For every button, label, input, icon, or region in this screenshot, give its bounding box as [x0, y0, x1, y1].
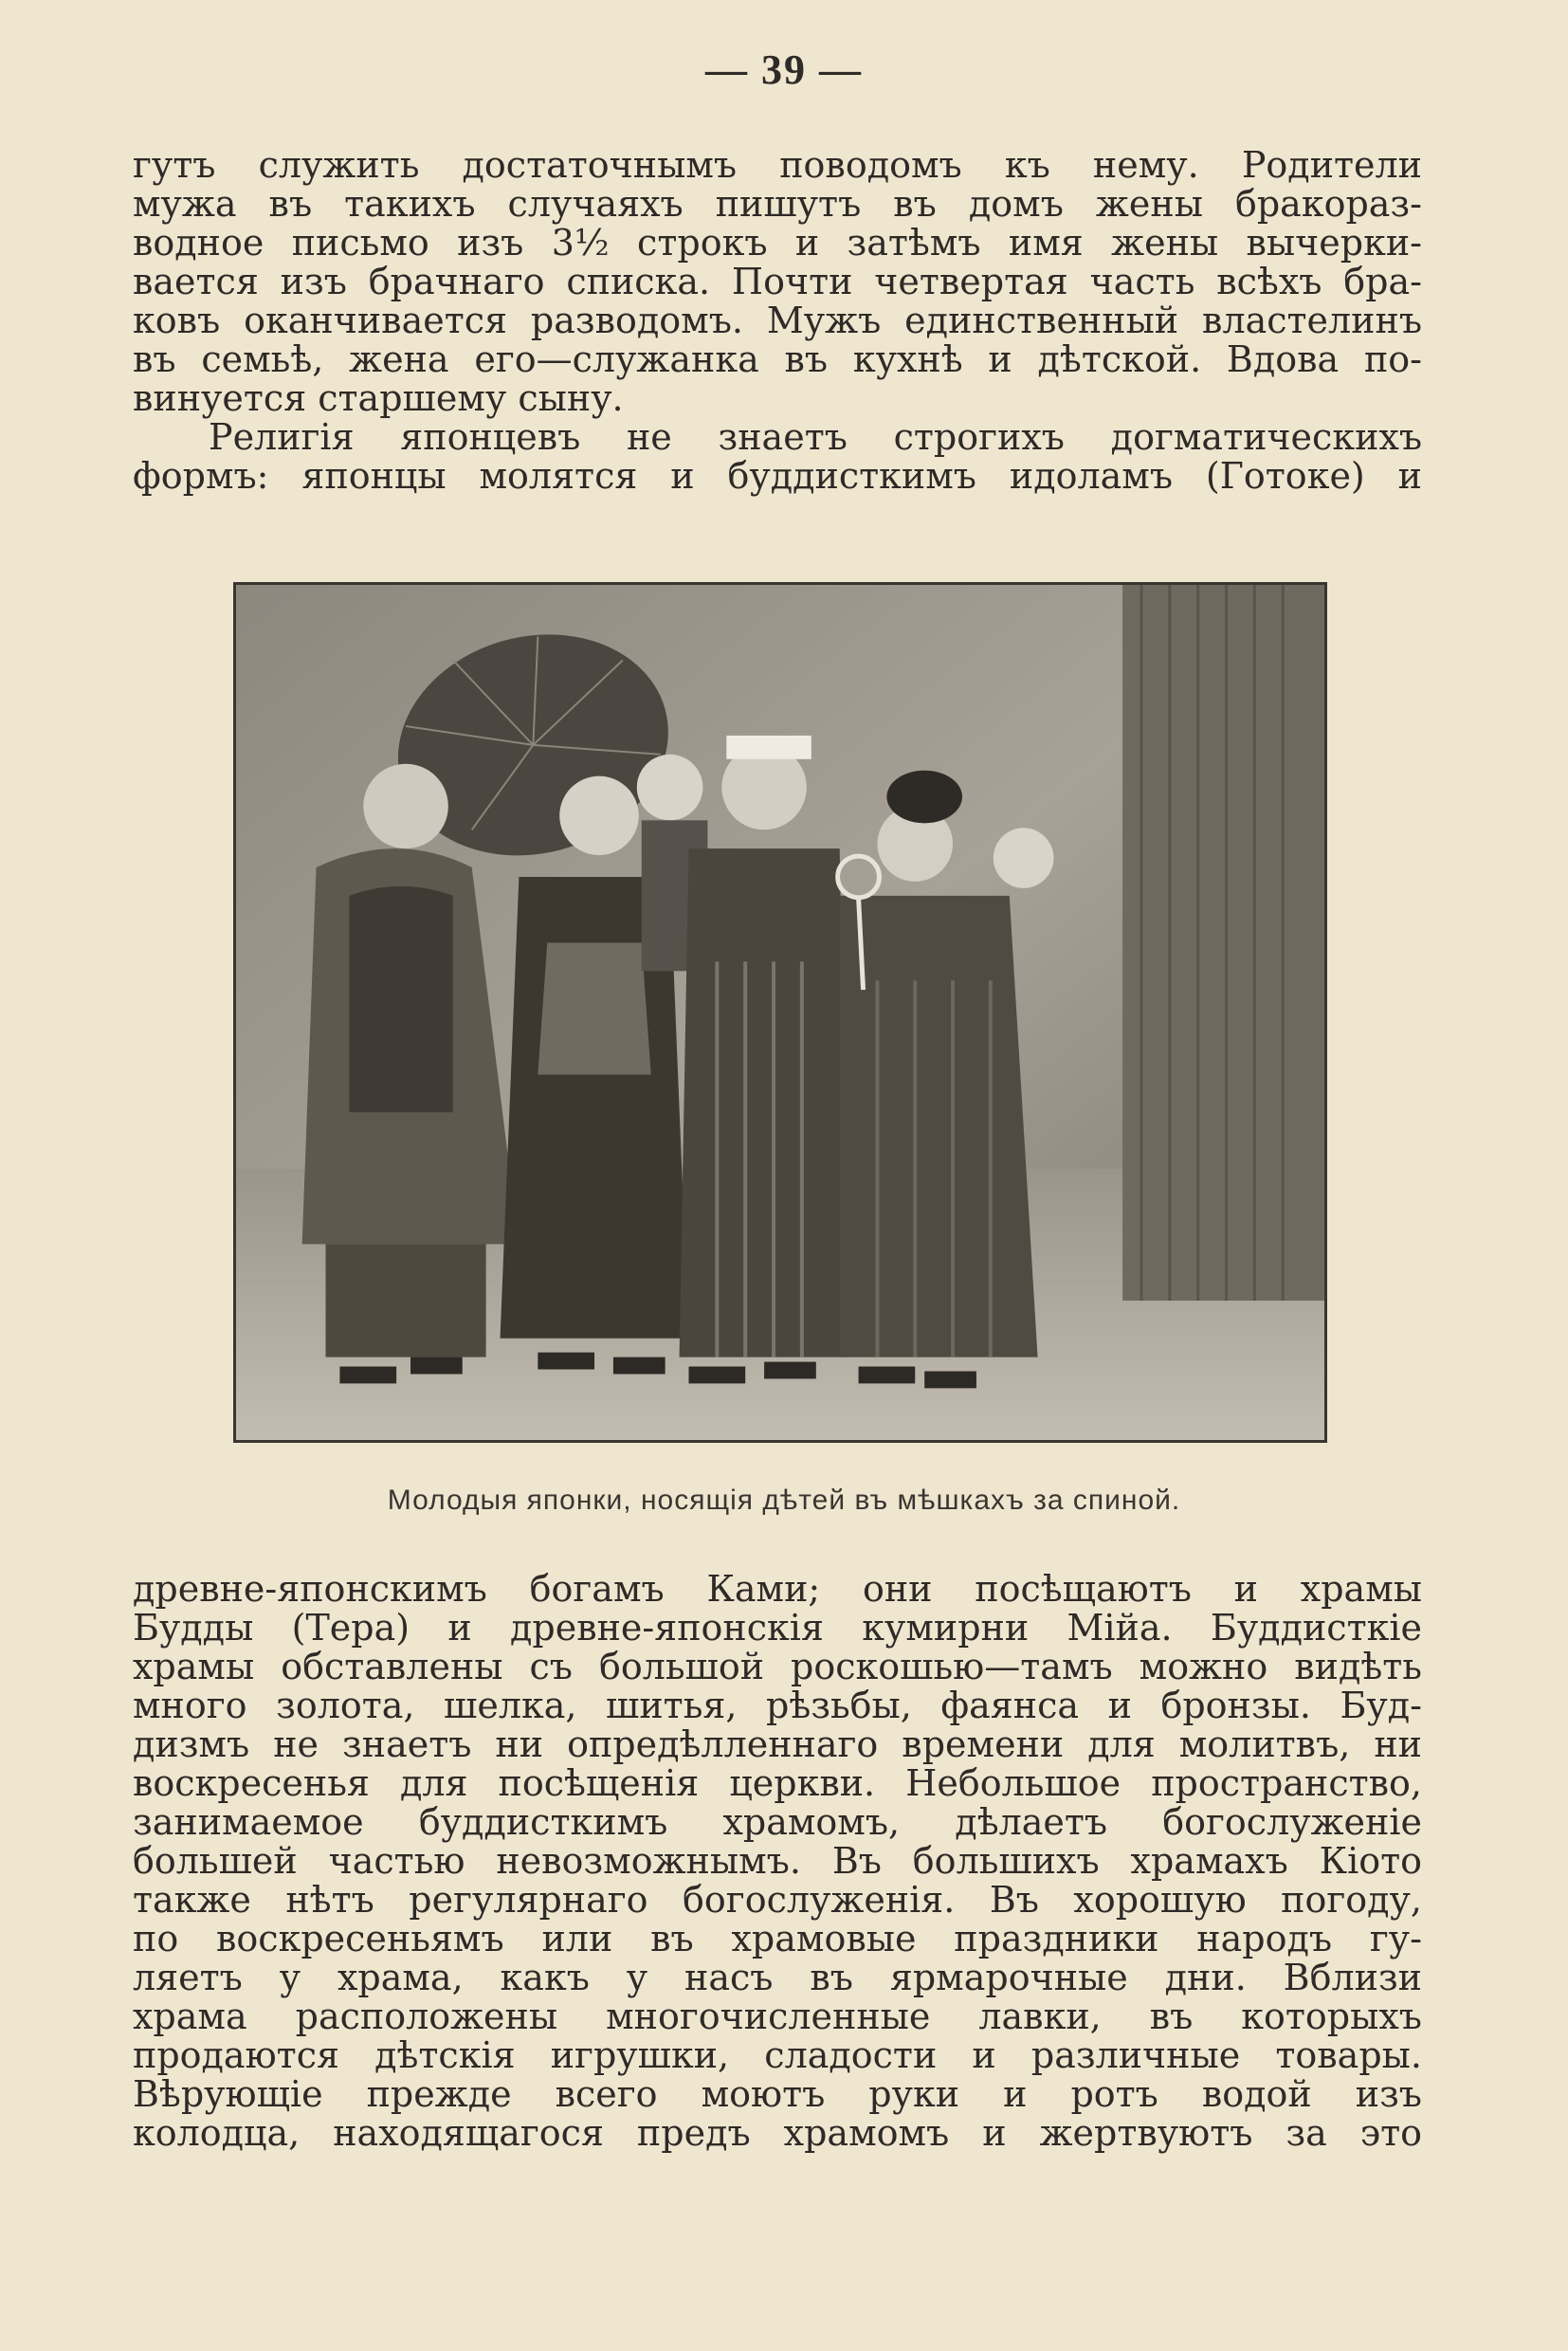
text-line: большей частью невозможнымъ. Въ большихъ храмахъ Кіото: [133, 1840, 1422, 1882]
text-line: храма расположены многочисленные лавки, въ которыхъ: [133, 1996, 1422, 2037]
text-line: въ семьѣ, жена его—служанка въ кухнѣ и дѣтской. Вдова по-: [133, 338, 1422, 380]
text-line: гутъ служить достаточнымъ поводомъ къ нему. Родители: [133, 144, 1422, 186]
text-line: храмы обставлены съ большой роскошью—тамъ можно видѣть: [133, 1646, 1422, 1687]
text-line: колодца, находящагося предъ храмомъ и жертвуютъ за это: [133, 2112, 1422, 2154]
text-line: формъ: японцы молятся и буддисткимъ идоламъ (Готоке) и: [133, 455, 1422, 497]
text-line: Религія японцевъ не знаетъ строгихъ догматическихъ: [209, 416, 1422, 458]
text-line: древне-японскимъ богамъ Ками; они посѣщаютъ и храмы: [133, 1568, 1422, 1610]
text-line: Будды (Тера) и древне-японскія кумирни Мійа. Буддисткіе: [133, 1607, 1422, 1649]
top-paragraph: [133, 146, 1422, 496]
text-line: по воскресеньямъ или въ храмовые праздники народъ гу-: [133, 1918, 1422, 1959]
text-line: занимаемое буддисткимъ храмомъ, дѣлаетъ богослуженіе: [133, 1801, 1422, 1843]
text-line: Вѣрующіе прежде всего моютъ руки и ротъ водой изъ: [133, 2073, 1422, 2115]
photo-illustration: [236, 585, 1324, 1440]
text-line: ляетъ у храма, какъ у насъ въ ярмарочные дни. Вблизи: [133, 1957, 1422, 1998]
text-line: продаются дѣтскія игрушки, сладости и различные товары.: [133, 2034, 1422, 2076]
text-line: мужа въ такихъ случаяхъ пишутъ въ домъ жены бракораз-: [133, 183, 1422, 225]
bottom-paragraph: [133, 1570, 1422, 2153]
text-line: воскресенья для посѣщенія церкви. Небольшое пространство,: [133, 1762, 1422, 1804]
page-number: — 39 —: [705, 46, 863, 93]
text-line: винуется старшему сыну.: [133, 377, 624, 419]
text-line: ковъ оканчивается разводомъ. Мужъ единственный властелинъ: [133, 300, 1422, 341]
text-line: вается изъ брачнаго списка. Почти четвертая часть всѣхъ бра-: [133, 261, 1422, 302]
text-line: также нѣтъ регулярнаго богослуженія. Въ хорошую погоду,: [133, 1879, 1422, 1921]
photo-caption: Молодыя японки, носящія дѣтей въ мѣшкахъ за спиной.: [387, 1485, 1181, 1516]
photo-figure: [233, 582, 1327, 1443]
text-line: дизмъ не знаетъ ни опредѣлленнаго времени для молитвъ, ни: [133, 1723, 1422, 1765]
text-line: много золота, шелка, шитья, рѣзьбы, фаянса и бронзы. Буд-: [133, 1685, 1422, 1726]
text-line: водное письмо изъ 3½ строкъ и затѣмъ имя жены вычерки-: [133, 222, 1422, 264]
